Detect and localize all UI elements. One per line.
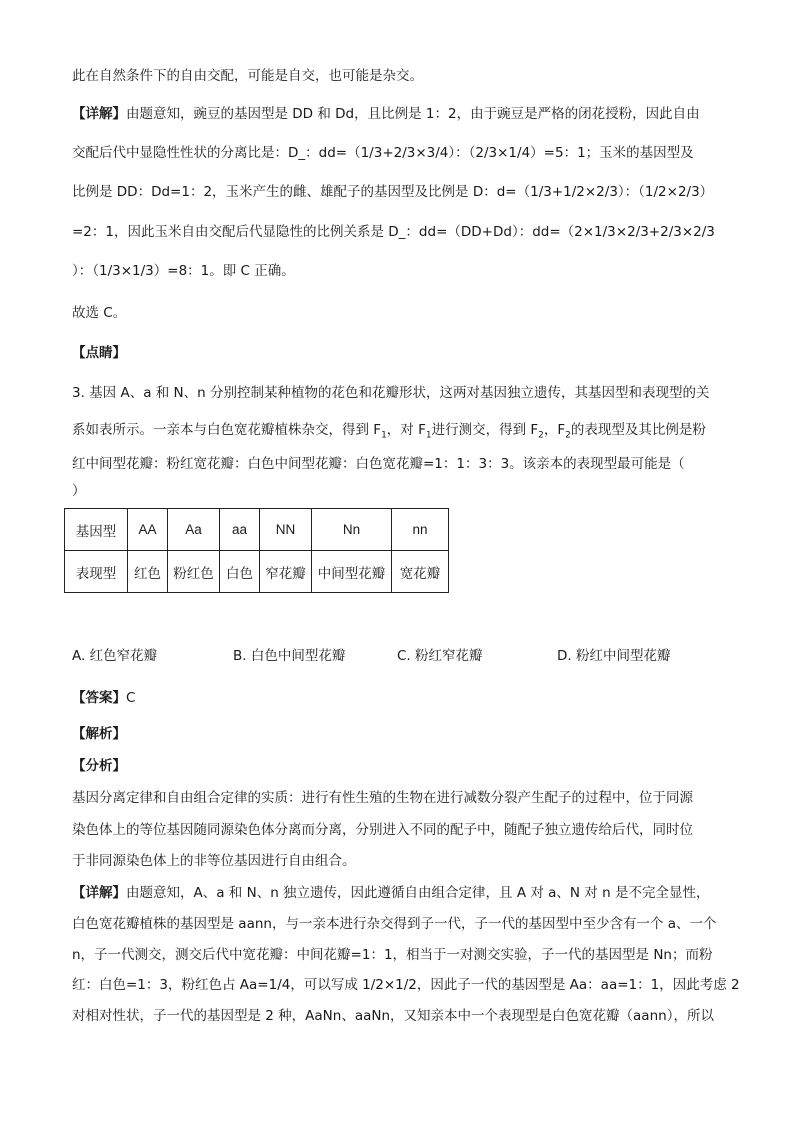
detail-paragraph-line <box>72 883 709 903</box>
table-cell: AA <box>128 509 168 551</box>
table-cell: 白色 <box>220 551 260 593</box>
table-cell: nn <box>392 509 449 551</box>
dianjing-heading: 【点睛】 <box>72 345 126 361</box>
answer-tag: 【答案】 <box>72 690 126 706</box>
subscript: 2 <box>565 430 571 441</box>
analysis-line: 基因分离定律和自由组合定律的实质：进行有性生殖的生物在进行减数分裂产生配子的过程中，位于同源 <box>72 790 693 806</box>
table-cell: 窄花瓣 <box>260 551 312 593</box>
question-text: ，F <box>543 422 566 438</box>
jiexi-heading: 【解析】 <box>72 726 126 742</box>
detail-paragraph-line: 红：白色=1：3，粉红色占 Aa=1/4，可以写成 1/2×1/2，因此子一代的基因型是 Aa：aa=1：1，因此考虑 2 <box>72 977 740 993</box>
option-d: D. 粉红中间型花瓣 <box>557 648 671 664</box>
table-row <box>65 509 449 551</box>
fenxi-heading: 【分析】 <box>72 758 126 774</box>
subscript: 1 <box>381 430 387 441</box>
option-c: C. 粉红窄花瓣 <box>397 648 483 664</box>
table-cell: aa <box>220 509 260 551</box>
table-cell: NN <box>260 509 312 551</box>
detail-tag: 【详解】 <box>72 885 126 901</box>
subscript: 2 <box>538 430 544 441</box>
detail-paragraph-line: 白色宽花瓣植株的基因型是 aann，与一亲本进行杂交得到子一代，子一代的基因型中至少含有一个 a、一个 <box>72 916 717 932</box>
analysis-line: 于非同源染色体上的非等位基因进行自由组合。 <box>72 853 356 869</box>
table-cell: 宽花瓣 <box>392 551 449 593</box>
detail-text: 由题意知，A、a 和 N、n 独立遗传，因此遵循自由组合定律，且 A 对 a、N 对 n 是不完全显性， <box>126 885 710 901</box>
detail-text: 由题意知，豌豆的基因型是 DD 和 Dd，且比例是 1：2，由于豌豆是严格的闭花授粉，因此自由 <box>126 106 700 122</box>
answer-line <box>72 688 135 708</box>
table-row <box>65 551 449 593</box>
question-line: 红中间型花瓣：粉红宽花瓣：白色中间型花瓣：白色宽花瓣=1：1：3：3。该亲本的表现型最可能是（ <box>72 456 685 472</box>
answer-value: C <box>126 690 136 706</box>
detail-tag: 【详解】 <box>72 106 126 122</box>
question-line: ） <box>72 483 86 499</box>
table-cell: Nn <box>312 509 392 551</box>
option-a: A. 红色窄花瓣 <box>72 648 158 664</box>
genotype-phenotype-table <box>64 508 449 593</box>
question-text: 进行测交，得到 F <box>431 422 539 438</box>
table-cell: 表现型 <box>65 551 128 593</box>
analysis-line: 染色体上的等位基因随同源染色体分离而分离，分别进入不同的配子中，随配子独立遗传给后代，同时位 <box>72 822 693 838</box>
detail-paragraph-line: ）：（1/3×1/3）=8：1。即 C 正确。 <box>72 263 295 279</box>
question-line: 3. 基因 A、a 和 N、n 分别控制某种植物的花色和花瓣形状，这两对基因独立遗传，其基因型和表现型的关 <box>72 385 710 401</box>
question-text: ，对 F <box>386 422 426 438</box>
question-text: 系如表所示。一亲本与白色宽花瓣植株杂交，得到 F <box>72 422 382 438</box>
question-line <box>72 420 706 440</box>
detail-paragraph-line: n，子一代测交，测交后代中宽花瓣：中间花瓣=1：1，相当于一对测交实验，子一代的基因型是 Nn；而粉 <box>72 947 713 963</box>
detail-paragraph-line: 比例是 DD：Dd=1：2，玉米产生的雌、雄配子的基因型及比例是 D：d=（1/3+1/2×2/3）：（1/2×2/3） <box>72 184 714 200</box>
detail-paragraph-line: 交配后代中显隐性性状的分离比是：D_：dd=（1/3+2/3×3/4）：（2/3×1/4）=5：1；玉米的基因型及 <box>72 145 694 161</box>
table-cell: 中间型花瓣 <box>312 551 392 593</box>
detail-paragraph-line <box>72 104 700 124</box>
question-text: 的表现型及其比例是粉 <box>570 422 706 438</box>
table-cell: 基因型 <box>65 509 128 551</box>
table-cell: 红色 <box>128 551 168 593</box>
detail-paragraph-line: =2：1，因此玉米自由交配后代显隐性的比例关系是 D_：dd=（DD+Dd）：dd=（2×1/3×2/3+2/3×2/3 <box>72 224 715 240</box>
option-b: B. 白色中间型花瓣 <box>233 648 346 664</box>
subscript: 1 <box>425 430 432 441</box>
table-cell: Aa <box>168 509 220 551</box>
detail-paragraph-line: 对相对性状，子一代的基因型是 2 种，AaNn、aaNn，又知亲本中一个表现型是白色宽花瓣（aann），所以 <box>72 1008 714 1024</box>
choose-answer-line: 故选 C。 <box>72 305 127 321</box>
intro-line: 此在自然条件下的自由交配，可能是自交，也可能是杂交。 <box>72 68 423 84</box>
table-cell: 粉红色 <box>168 551 220 593</box>
